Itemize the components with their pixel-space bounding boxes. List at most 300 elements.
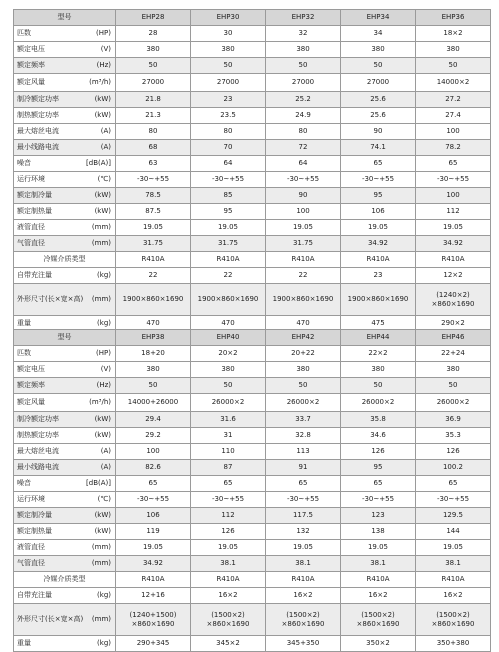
spec-row [14,252,491,268]
spec-value: 14000×2 [416,74,491,92]
spec-value: 138 [341,524,416,540]
spec-row [14,284,491,316]
spec-value: R410A [266,252,341,268]
spec-value: 26000×2 [266,394,341,412]
spec-value: 27000 [191,74,266,92]
spec-value: 16×2 [341,588,416,604]
spec-value: 23 [191,92,266,108]
parameter-name: 液管直径 [17,223,45,231]
spec-value: (1500×2) ×860×1690 [416,604,491,636]
spec-value: 27000 [116,74,191,92]
spec-value: 25.6 [341,92,416,108]
spec-value: 1900×860×1690 [266,284,341,316]
spec-value: 38.1 [416,556,491,572]
spec-value: R410A [191,252,266,268]
spec-value: 19.05 [416,540,491,556]
spec-row [14,346,491,362]
spec-row [14,378,491,394]
spec-value: 50 [116,378,191,394]
parameter-name: 匹数 [17,349,31,357]
row-label [14,362,116,378]
spec-value: 126 [191,524,266,540]
header-label: 型号 [14,330,116,346]
parameter-unit: [dB(A)] [86,479,111,487]
spec-value: 38.1 [191,556,266,572]
spec-value: 29.4 [116,412,191,428]
parameter-name: 额定制冷量 [17,511,52,519]
spec-value: 31 [191,428,266,444]
spec-value: 380 [416,362,491,378]
row-label [14,636,116,652]
spec-value: 26000×2 [341,394,416,412]
spec-value: 65 [416,156,491,172]
parameter-name: 额定频率 [17,381,45,389]
model-ehp40: EHP40 [191,330,266,346]
spec-value: -30~+55 [416,172,491,188]
spec-value: (1500×2) ×860×1690 [266,604,341,636]
spec-value: 28 [116,26,191,42]
spec-value: 19.05 [266,540,341,556]
spec-row [14,26,491,42]
parameter-unit: (kW) [94,111,111,119]
row-label [14,588,116,604]
parameter-unit: (A) [100,463,111,471]
spec-value: 16×2 [191,588,266,604]
spec-value: 31.75 [191,236,266,252]
spec-value: 50 [341,378,416,394]
spec-row [14,362,491,378]
spec-value: 80 [116,124,191,140]
row-label [14,378,116,394]
row-label [14,58,116,74]
spec-value: 27000 [341,74,416,92]
spec-value: -30~+55 [341,492,416,508]
spec-value: 100 [416,188,491,204]
row-label [14,124,116,140]
spec-row [14,636,491,652]
spec-row [14,428,491,444]
parameter-name: 自带充注量 [17,271,52,279]
row-label [14,492,116,508]
spec-value: 113 [266,444,341,460]
spec-value: 34.92 [416,236,491,252]
spec-value: 64 [266,156,341,172]
spec-row [14,460,491,476]
row-label [14,172,116,188]
spec-value: 65 [116,476,191,492]
spec-value: 380 [266,362,341,378]
spec-value: 50 [416,58,491,74]
spec-value: 112 [191,508,266,524]
spec-table-ehp28-36 [13,9,491,332]
spec-row [14,394,491,412]
spec-value: 31.75 [266,236,341,252]
spec-value: R410A [116,572,191,588]
parameter-unit: (m³/h) [89,398,111,406]
parameter-unit: (A) [100,447,111,455]
spec-row [14,572,491,588]
model-ehp38: EHP38 [116,330,191,346]
model-ehp30: EHP30 [191,10,266,26]
spec-value: 1900×860×1690 [341,284,416,316]
spec-value: 126 [341,444,416,460]
spec-value: R410A [191,572,266,588]
spec-value: 380 [416,42,491,58]
spec-value: 112 [416,204,491,220]
spec-value: R410A [416,252,491,268]
spec-value: 23.5 [191,108,266,124]
spec-row [14,124,491,140]
parameter-name: 额定频率 [17,61,45,69]
spec-value: -30~+55 [341,172,416,188]
spec-value: 1900×860×1690 [116,284,191,316]
row-label [14,140,116,156]
spec-row [14,508,491,524]
row-label [14,42,116,58]
spec-row [14,556,491,572]
spec-value: 126 [416,444,491,460]
spec-value: -30~+55 [266,492,341,508]
spec-value: 82.6 [116,460,191,476]
row-label [14,412,116,428]
spec-value: 470 [266,316,341,332]
spec-value: 12×2 [416,268,491,284]
parameter-unit: (mm) [91,223,111,231]
spec-value: 27000 [266,74,341,92]
spec-value: 80 [266,124,341,140]
spec-value: 22×2 [341,346,416,362]
row-label [14,556,116,572]
spec-value: 34.92 [341,236,416,252]
row-label [14,252,116,268]
spec-value: 26000×2 [416,394,491,412]
spec-row [14,476,491,492]
spec-value: (1240+1500) ×860×1690 [116,604,191,636]
spec-value: 25.2 [266,92,341,108]
spec-value: 35.3 [416,428,491,444]
row-label [14,604,116,636]
spec-value: (1500×2) ×860×1690 [341,604,416,636]
parameter-unit: (m³/h) [89,78,111,86]
spec-value: 32 [266,26,341,42]
parameter-unit: (kg) [97,591,111,599]
spec-value: 50 [341,58,416,74]
spec-row [14,188,491,204]
spec-value: 65 [416,476,491,492]
spec-value: 50 [116,58,191,74]
header-row [14,330,491,346]
parameter-unit: (HP) [96,349,111,357]
spec-row [14,92,491,108]
spec-row [14,492,491,508]
spec-value: 23 [341,268,416,284]
spec-value: 470 [116,316,191,332]
spec-value: 345+350 [266,636,341,652]
spec-value: 65 [341,476,416,492]
spec-value: 38.1 [266,556,341,572]
parameter-name: 额定电压 [17,365,45,373]
parameter-name: 最大熔丝电流 [17,447,59,455]
parameter-name: 外形尺寸(长×宽×高) [17,615,84,623]
spec-row [14,58,491,74]
spec-row [14,140,491,156]
spec-value: 144 [416,524,491,540]
row-label [14,236,116,252]
spec-value: 14000+26000 [116,394,191,412]
spec-value: 100 [416,124,491,140]
spec-value: 475 [341,316,416,332]
parameter-name: 制热额定功率 [17,111,59,119]
spec-value: 20×2 [191,346,266,362]
parameter-unit: (Hz) [96,381,111,389]
spec-row [14,156,491,172]
spec-row [14,540,491,556]
parameter-unit: (kW) [94,527,111,535]
parameter-name: 气管直径 [17,239,45,247]
spec-value: R410A [266,572,341,588]
parameter-unit: (kW) [94,95,111,103]
spec-value: 34 [341,26,416,42]
model-ehp32: EHP32 [266,10,341,26]
parameter-unit: (Hz) [96,61,111,69]
spec-value: 380 [191,42,266,58]
spec-value: 34.6 [341,428,416,444]
spec-value: 24.9 [266,108,341,124]
spec-value: 78.5 [116,188,191,204]
row-label [14,284,116,316]
spec-value: 64 [191,156,266,172]
parameter-name: 额定制热量 [17,207,52,215]
row-label [14,476,116,492]
model-ehp28: EHP28 [116,10,191,26]
spec-value: 100 [266,204,341,220]
spec-value: 106 [341,204,416,220]
parameter-unit: (HP) [96,29,111,37]
spec-value: R410A [116,252,191,268]
parameter-name: 最小线路电流 [17,143,59,151]
spec-value: 132 [266,524,341,540]
row-label [14,92,116,108]
spec-value: 50 [266,378,341,394]
spec-value: 380 [191,362,266,378]
spec-value: 87.5 [116,204,191,220]
parameter-name: 最大熔丝电流 [17,127,59,135]
spec-value: 19.05 [116,220,191,236]
spec-value: 1900×860×1690 [191,284,266,316]
spec-value: 21.3 [116,108,191,124]
spec-value: 18+20 [116,346,191,362]
parameter-unit: (℃) [97,495,111,503]
spec-value: 22 [116,268,191,284]
spec-value: 16×2 [266,588,341,604]
spec-value: 35.8 [341,412,416,428]
parameter-unit: (mm) [91,615,111,623]
parameter-name: 冷媒介质类型 [43,255,86,263]
spec-value: 50 [266,58,341,74]
model-ehp46: EHP46 [416,330,491,346]
spec-value: 65 [341,156,416,172]
row-label [14,508,116,524]
parameter-unit: (kg) [97,319,111,327]
parameter-unit: [dB(A)] [86,159,111,167]
parameter-name: 重量 [17,319,31,327]
row-label [14,460,116,476]
header-row [14,10,491,26]
spec-value: 27.4 [416,108,491,124]
spec-value: 380 [341,42,416,58]
spec-value: 350×2 [341,636,416,652]
parameter-name: 气管直径 [17,559,45,567]
parameter-name: 噪音 [17,479,31,487]
spec-value: 20+22 [266,346,341,362]
parameter-name: 制热额定功率 [17,431,59,439]
spec-row [14,172,491,188]
spec-value: 25.6 [341,108,416,124]
parameter-name: 额定制热量 [17,527,52,535]
spec-value: 90 [266,188,341,204]
spec-value: 117.5 [266,508,341,524]
spec-value: 123 [341,508,416,524]
parameter-unit: (kW) [94,191,111,199]
parameter-unit: (mm) [91,295,111,303]
spec-value: 19.05 [191,220,266,236]
spec-value: 345×2 [191,636,266,652]
spec-value: 31.6 [191,412,266,428]
spec-value: 29.2 [116,428,191,444]
model-ehp42: EHP42 [266,330,341,346]
model-ehp34: EHP34 [341,10,416,26]
spec-row [14,42,491,58]
spec-value: 19.05 [416,220,491,236]
parameter-name: 额定风量 [17,398,45,406]
spec-value: 74.1 [341,140,416,156]
spec-value: -30~+55 [266,172,341,188]
row-label [14,220,116,236]
spec-value: 78.2 [416,140,491,156]
parameter-name: 液管直径 [17,543,45,551]
spec-value: 91 [266,460,341,476]
row-label [14,540,116,556]
spec-value: R410A [341,572,416,588]
row-label [14,444,116,460]
parameter-unit: (mm) [91,543,111,551]
spec-row [14,74,491,92]
spec-value: 19.05 [341,540,416,556]
spec-value: 50 [191,378,266,394]
parameter-name: 外形尺寸(长×宽×高) [17,295,84,303]
spec-value: 119 [116,524,191,540]
spec-value: -30~+55 [416,492,491,508]
spec-value: 22 [191,268,266,284]
parameter-unit: (V) [100,45,111,53]
row-label [14,346,116,362]
row-label [14,394,116,412]
spec-row [14,108,491,124]
spec-value: 80 [191,124,266,140]
spec-row [14,204,491,220]
row-label [14,428,116,444]
spec-row [14,444,491,460]
parameter-unit: (A) [100,143,111,151]
spec-value: 19.05 [266,220,341,236]
spec-value: R410A [341,252,416,268]
spec-value: 33.7 [266,412,341,428]
parameter-name: 额定电压 [17,45,45,53]
spec-value: 22+24 [416,346,491,362]
spec-row [14,268,491,284]
parameter-unit: (V) [100,365,111,373]
parameter-unit: (kg) [97,271,111,279]
row-label [14,156,116,172]
spec-row [14,220,491,236]
parameter-unit: (A) [100,127,111,135]
parameter-name: 制冷额定功率 [17,95,59,103]
spec-value: 380 [116,362,191,378]
spec-value: 95 [191,204,266,220]
spec-value: 65 [191,476,266,492]
spec-value: (1500×2) ×860×1690 [191,604,266,636]
spec-row [14,524,491,540]
row-label [14,188,116,204]
spec-value: 72 [266,140,341,156]
spec-value: 380 [116,42,191,58]
parameter-name: 重量 [17,639,31,647]
spec-value: 27.2 [416,92,491,108]
spec-value: 31.75 [116,236,191,252]
row-label [14,572,116,588]
spec-value: 85 [191,188,266,204]
spec-row [14,236,491,252]
parameter-name: 制冷额定功率 [17,415,59,423]
spec-value: 470 [191,316,266,332]
parameter-name: 匹数 [17,29,31,37]
spec-row [14,412,491,428]
spec-value: 68 [116,140,191,156]
header-label: 型号 [14,10,116,26]
parameter-name: 运行环境 [17,495,45,503]
spec-value: 106 [116,508,191,524]
spec-value: 70 [191,140,266,156]
spec-value: 63 [116,156,191,172]
spec-value: 38.1 [341,556,416,572]
spec-value: 36.9 [416,412,491,428]
spec-value: 19.05 [191,540,266,556]
spec-value: R410A [416,572,491,588]
spec-value: 50 [416,378,491,394]
row-label [14,108,116,124]
spec-value: 290×2 [416,316,491,332]
spec-value: 95 [341,460,416,476]
spec-value: 65 [266,476,341,492]
spec-value: -30~+55 [116,172,191,188]
spec-value: 95 [341,188,416,204]
parameter-name: 冷媒介质类型 [43,575,86,583]
spec-value: 26000×2 [191,394,266,412]
parameter-unit: (kW) [94,207,111,215]
row-label [14,268,116,284]
parameter-name: 运行环境 [17,175,45,183]
spec-value: 350+380 [416,636,491,652]
parameter-unit: (kW) [94,511,111,519]
spec-value: (1240×2) ×860×1690 [416,284,491,316]
spec-value: 110 [191,444,266,460]
spec-value: 16×2 [416,588,491,604]
spec-value: -30~+55 [191,172,266,188]
parameter-name: 噪音 [17,159,31,167]
spec-value: 18×2 [416,26,491,42]
spec-value: -30~+55 [191,492,266,508]
spec-value: 21.8 [116,92,191,108]
